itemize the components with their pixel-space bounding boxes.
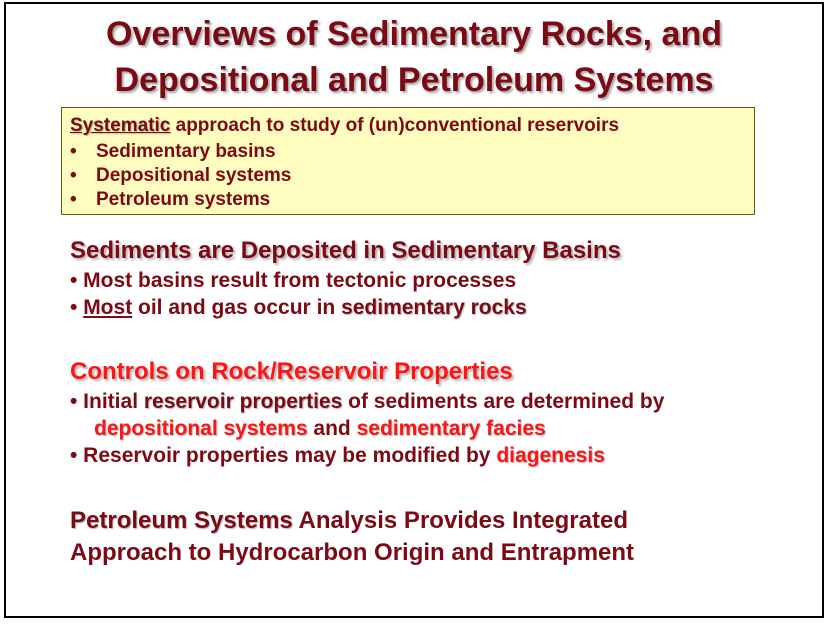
petroleum-emph: Petroleum Systems: [70, 507, 293, 534]
slide: [4, 2, 824, 618]
petroleum-section: [70, 505, 634, 569]
basins-bullet-2: [70, 294, 621, 321]
box-list-item: [70, 164, 291, 188]
basins-heading: Sediments are Deposited in Sedimentary Basins: [70, 237, 621, 264]
box-list-item-label: Depositional systems: [96, 165, 292, 186]
basins-bullet-1: • Most basins result from tectonic processes: [70, 269, 517, 292]
box-heading: [70, 115, 619, 137]
box-heading-text: approach to study of (un)conventional reservoirs: [170, 115, 620, 136]
controls-heading: Controls on Rock/Reservoir Properties: [70, 358, 513, 385]
petroleum-line-2: Approach to Hydrocarbon Origin and Entrapment: [70, 539, 635, 566]
controls-bullet-1-a: • Initial: [70, 390, 144, 413]
box-list-item-label: Petroleum systems: [96, 189, 271, 210]
box-heading-keyword: Systematic: [70, 115, 171, 136]
controls-bullet-1-b: of sediments are determined by: [342, 390, 665, 413]
basins-bullet-2-keyword: Most: [83, 296, 133, 319]
basins-section: [70, 236, 621, 321]
bullet-icon: •: [70, 189, 77, 210]
controls-red-depositional: depositional systems: [94, 417, 308, 440]
controls-bullet-2-a: • Reservoir properties may be modified by: [70, 444, 497, 467]
systematic-approach-box: [61, 107, 755, 215]
controls-bullet-2: [70, 442, 664, 469]
box-list-item: [70, 140, 291, 164]
bullet-icon: •: [70, 141, 77, 162]
petroleum-line-1-rest: Analysis Provides Integrated: [292, 507, 628, 534]
slide-title-line1: Overviews of Sedimentary Rocks, and: [105, 15, 723, 53]
controls-bullet-1-emph: reservoir properties: [143, 390, 343, 413]
petroleum-line-1: [70, 505, 634, 537]
controls-section: [70, 357, 664, 469]
controls-red-diagenesis: diagenesis: [496, 444, 605, 467]
basins-bullet-2-emph: sedimentary rocks: [341, 296, 527, 319]
basins-bullet-2-mid: oil and gas occur in: [132, 296, 342, 319]
slide-title-line2: Depositional and Petroleum Systems: [114, 61, 714, 99]
box-list-item-label: Sedimentary basins: [96, 141, 276, 162]
controls-bullet-1: [70, 388, 664, 415]
controls-and: and: [307, 417, 357, 440]
controls-red-facies: sedimentary facies: [356, 417, 546, 440]
bullet-icon: •: [70, 165, 77, 186]
box-list-item: [70, 188, 291, 212]
box-bullet-list: [70, 140, 291, 212]
basins-bullet-2-prefix: •: [70, 296, 84, 319]
controls-bullet-1-cont: [70, 415, 664, 442]
